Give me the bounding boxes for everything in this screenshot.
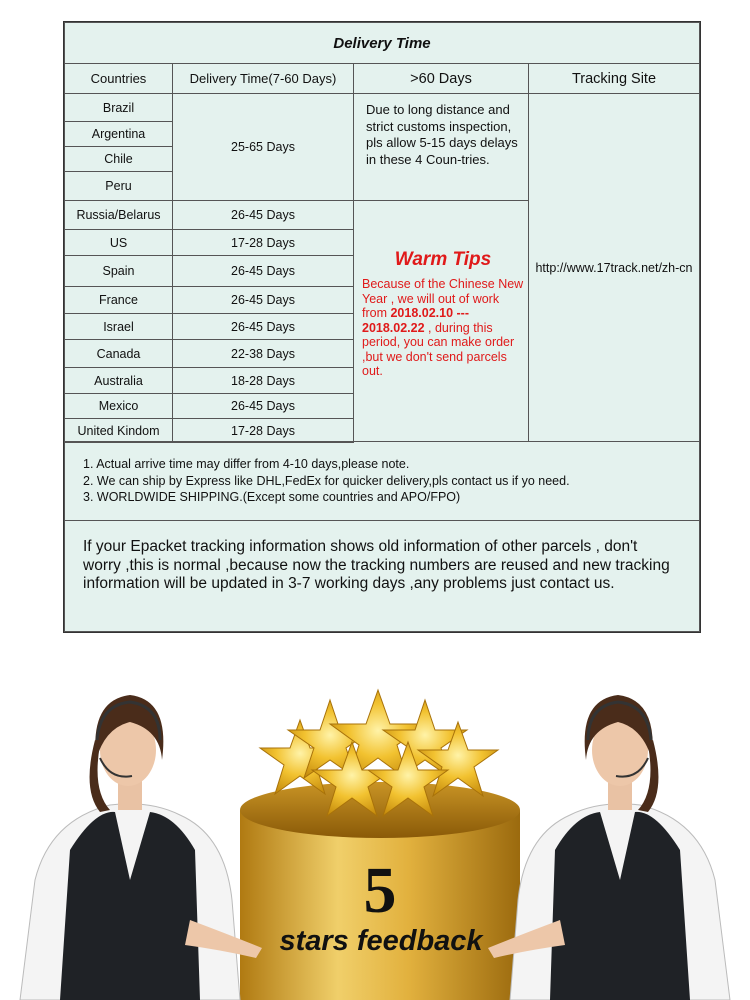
country-cell bbox=[64, 200, 173, 230]
warm-tips-text-1: Because of the Chinese New Year , we will out of work from bbox=[362, 277, 524, 320]
delivery-time-value: 17-28 Days bbox=[231, 235, 295, 250]
header-tracking-text: Tracking Site bbox=[571, 70, 657, 87]
country-name: Israel bbox=[103, 319, 134, 334]
delivery-time-cell bbox=[172, 339, 354, 368]
delivery-time-value: 25-65 Days bbox=[231, 140, 295, 154]
delivery-time-cell bbox=[172, 313, 354, 340]
country-cell bbox=[64, 171, 173, 201]
delivery-time-value: 26-45 Days bbox=[231, 399, 295, 413]
warm-tips-title: Warm Tips bbox=[394, 249, 492, 270]
note-line: 3. WORLDWIDE SHIPPING.(Except some countries and APO/FPO) bbox=[83, 490, 461, 504]
left-support-agent bbox=[20, 695, 262, 1000]
warm-tips-text-2: , during this period, you can make order ,but we don't send parcels out. bbox=[362, 320, 515, 378]
delivery-time-value: 18-28 Days bbox=[231, 373, 295, 388]
country-cell bbox=[64, 393, 173, 419]
stars-feedback-label: stars feedback bbox=[279, 925, 483, 957]
country-name: Australia bbox=[94, 373, 143, 388]
delivery-time-cell bbox=[172, 393, 354, 419]
header-over-60-text: >60 Days bbox=[410, 70, 472, 87]
delivery-time-value: 26-45 Days bbox=[231, 208, 295, 222]
group1-delivery-time bbox=[172, 93, 354, 201]
epacket-note-text: If your Epacket tracking information shows old information of other parcels , don't worry ,this is normal ,because now the tracking numbers are reused and new tracking information will be updated in 3-7 working days ,any problems just contact us. bbox=[83, 538, 670, 592]
country-cell bbox=[64, 229, 173, 256]
delivery-time-cell bbox=[172, 418, 354, 443]
delivery-time-cell bbox=[172, 229, 354, 256]
header-countries-text: Countries bbox=[90, 71, 147, 86]
header-delivery-time-text: Delivery Time(7-60 Days) bbox=[189, 71, 337, 86]
country-name: United Kindom bbox=[77, 423, 160, 438]
delivery-time-value: 17-28 Days bbox=[231, 423, 295, 438]
header-tracking-site bbox=[528, 63, 700, 94]
country-name: Argentina bbox=[91, 127, 146, 141]
warm-tips-dates: 2018.02.10 --- 2018.02.22 bbox=[362, 306, 470, 335]
right-support-agent bbox=[488, 695, 730, 1000]
delivery-time-value: 26-45 Days bbox=[231, 319, 295, 334]
note-line: 1. Actual arrive time may differ from 4-10 days,please note. bbox=[83, 457, 410, 471]
country-name: France bbox=[99, 293, 138, 307]
epacket-note bbox=[64, 520, 700, 632]
warm-tips-text bbox=[362, 277, 524, 379]
country-cell bbox=[64, 121, 173, 147]
country-cell bbox=[64, 146, 173, 172]
country-cell bbox=[64, 255, 173, 287]
table-title-text: Delivery Time bbox=[333, 34, 431, 52]
delivery-time-cell bbox=[172, 367, 354, 394]
delivery-time-value: 22-38 Days bbox=[231, 346, 295, 361]
delivery-time-cell bbox=[172, 200, 354, 230]
tracking-site-cell bbox=[528, 93, 700, 442]
country-name: Spain bbox=[102, 264, 135, 278]
header-countries bbox=[64, 63, 173, 94]
country-name: Mexico bbox=[98, 399, 139, 413]
rating-number: 5 bbox=[363, 854, 397, 927]
country-name: Chile bbox=[104, 152, 133, 166]
delivery-time-value: 26-45 Days bbox=[231, 293, 295, 307]
delivery-time-table bbox=[63, 21, 701, 633]
delivery-time-cell bbox=[172, 255, 354, 287]
delivery-time-cell bbox=[172, 286, 354, 314]
country-cell bbox=[64, 418, 173, 443]
country-name: Canada bbox=[96, 346, 141, 361]
country-cell bbox=[64, 286, 173, 314]
country-cell bbox=[64, 313, 173, 340]
delivery-time-value: 26-45 Days bbox=[231, 264, 295, 278]
country-cell bbox=[64, 339, 173, 368]
delay-note-text: Due to long distance and strict customs inspection, pls allow 5-15 days delays in these 4 Coun-tries. bbox=[366, 102, 518, 167]
tracking-url[interactable]: http://www.17track.net/zh-cn bbox=[535, 260, 693, 275]
note-line: 2. We can ship by Express like DHL,FedEx for quicker delivery,pls contact us if yo need. bbox=[83, 473, 570, 488]
country-cell bbox=[64, 93, 173, 122]
warm-tips-box bbox=[353, 200, 529, 442]
table-title bbox=[64, 22, 700, 64]
header-over-60-days bbox=[353, 63, 529, 94]
country-name: Peru bbox=[105, 179, 132, 193]
group1-delay-note bbox=[353, 93, 529, 201]
country-name: US bbox=[109, 235, 128, 250]
header-delivery-time bbox=[172, 63, 354, 94]
country-name: Russia/Belarus bbox=[76, 208, 161, 222]
country-name: Brazil bbox=[102, 100, 135, 115]
shipping-notes bbox=[64, 441, 700, 521]
country-cell bbox=[64, 367, 173, 394]
